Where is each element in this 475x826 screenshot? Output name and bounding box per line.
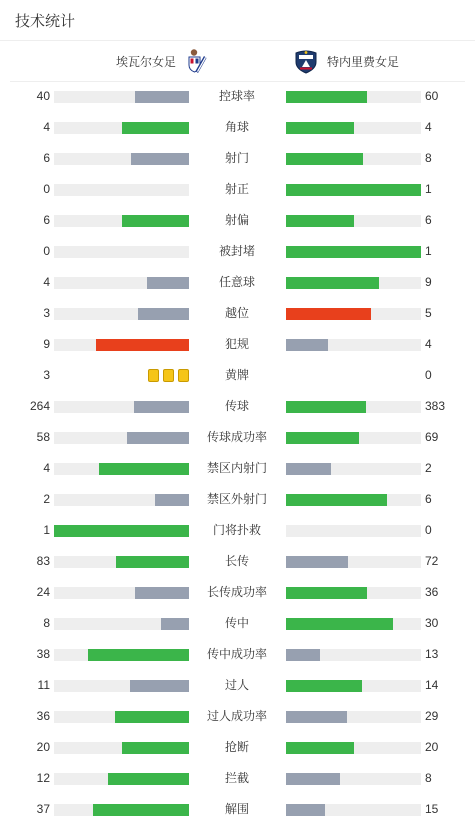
teams-header (10, 41, 465, 81)
home-bar-fill (116, 556, 189, 568)
home-bar-track (54, 463, 189, 475)
home-value: 264 (29, 399, 50, 413)
home-bar-track (54, 91, 189, 103)
home-value: 9 (43, 337, 50, 351)
yellow-card-icon (163, 369, 174, 382)
home-value: 2 (43, 492, 50, 506)
stat-row (0, 298, 475, 329)
away-bar-fill (286, 432, 359, 444)
away-value: 4 (425, 337, 432, 351)
home-bar-track (54, 587, 189, 599)
away-value: 29 (425, 709, 439, 723)
home-value: 38 (36, 647, 50, 661)
away-bar-fill (286, 277, 379, 289)
stat-row (0, 453, 475, 484)
away-value: 0 (425, 368, 432, 382)
away-value: 13 (425, 647, 439, 661)
stat-row (0, 143, 475, 174)
stat-row (0, 112, 475, 143)
stat-label: 抢断 (224, 740, 249, 754)
away-bar-track (286, 494, 421, 506)
away-bar-fill (286, 680, 362, 692)
away-bar-fill (286, 773, 340, 785)
away-value: 20 (425, 740, 439, 754)
home-bar-track (54, 525, 189, 537)
stat-label: 解围 (224, 802, 249, 816)
away-bar-track (286, 556, 421, 568)
home-bar-track (54, 153, 189, 165)
stat-label: 门将扑救 (212, 523, 261, 537)
home-bar-fill (96, 339, 189, 351)
home-bar-fill (138, 308, 189, 320)
away-bar-track (286, 587, 421, 599)
stat-label: 传中 (224, 616, 249, 630)
away-value: 5 (425, 306, 432, 320)
stat-label: 射门 (224, 151, 249, 165)
stat-row (0, 329, 475, 360)
home-bar-track (54, 277, 189, 289)
stat-label: 越位 (224, 306, 249, 320)
home-bar-track (54, 122, 189, 134)
stat-label: 禁区内射门 (206, 461, 267, 475)
away-bar-track (286, 184, 421, 196)
home-value: 0 (43, 182, 50, 196)
away-bar-track (286, 649, 421, 661)
home-team[interactable] (116, 48, 210, 74)
home-bar-fill (122, 122, 190, 134)
home-value: 37 (36, 802, 50, 816)
away-value: 15 (425, 802, 439, 816)
stat-row (0, 701, 475, 732)
stat-row (0, 515, 475, 546)
home-bar-track (54, 618, 189, 630)
home-value: 11 (37, 678, 50, 692)
page-title: 技术统计 (15, 13, 76, 30)
home-bar-track (54, 649, 189, 661)
stat-row (0, 732, 475, 763)
away-value: 72 (425, 554, 439, 568)
home-bar-track (54, 184, 189, 196)
away-value: 6 (425, 492, 432, 506)
away-bar-track (286, 742, 421, 754)
away-bar-track (286, 153, 421, 165)
away-bar-fill (286, 494, 387, 506)
away-bar-fill (286, 91, 367, 103)
stat-row (0, 546, 475, 577)
home-value: 4 (43, 275, 50, 289)
stat-row (0, 81, 475, 112)
home-bar-track (54, 804, 189, 816)
away-bar-track (286, 308, 421, 320)
stat-label: 拦截 (224, 771, 249, 785)
away-bar-fill (286, 339, 328, 351)
away-bar-track (286, 246, 421, 258)
stat-row (0, 174, 475, 205)
stat-label: 传中成功率 (206, 647, 267, 661)
away-value: 9 (425, 275, 432, 289)
away-bar-fill (286, 804, 325, 816)
stat-label: 犯规 (224, 337, 249, 351)
home-value: 6 (43, 151, 50, 165)
home-value: 3 (43, 368, 50, 382)
stat-row (0, 236, 475, 267)
home-bar-track (54, 742, 189, 754)
home-bar-track (54, 773, 189, 785)
away-value: 2 (425, 461, 432, 475)
stat-row (0, 267, 475, 298)
away-bar-fill (286, 246, 421, 258)
stat-label: 被封堵 (218, 244, 255, 258)
home-bar-fill (135, 91, 189, 103)
away-bar-track (286, 463, 421, 475)
away-value: 8 (425, 771, 432, 785)
stat-row (0, 391, 475, 422)
home-bar-fill (134, 401, 189, 413)
away-value: 0 (425, 523, 432, 537)
away-bar-track (286, 711, 421, 723)
away-value: 60 (425, 89, 439, 103)
away-value: 8 (425, 151, 432, 165)
away-bar-fill (286, 215, 354, 227)
yellow-card-icon (178, 369, 189, 382)
away-bar-track (286, 804, 421, 816)
home-bar-track (54, 556, 189, 568)
away-value: 36 (425, 585, 439, 599)
stats-list (0, 81, 475, 825)
stat-label: 过人 (224, 678, 249, 692)
home-team-name: 埃瓦尔女足 (115, 54, 176, 69)
away-value: 69 (425, 430, 439, 444)
away-value: 6 (425, 213, 432, 227)
stat-row (0, 670, 475, 701)
stat-row (0, 639, 475, 670)
home-value: 3 (43, 306, 50, 320)
away-bar-fill (286, 153, 363, 165)
stat-label: 禁区外射门 (206, 492, 267, 506)
home-bar-fill (122, 742, 190, 754)
home-value: 4 (43, 120, 50, 134)
home-value: 4 (43, 461, 50, 475)
away-bar-fill (286, 742, 354, 754)
stat-row (0, 484, 475, 515)
home-bar-track (54, 215, 189, 227)
away-bar-fill (286, 587, 367, 599)
home-value: 36 (36, 709, 50, 723)
away-value: 1 (425, 244, 432, 258)
away-bar-fill (286, 711, 347, 723)
away-value: 30 (425, 616, 439, 630)
home-bar-fill (161, 618, 189, 630)
stat-row (0, 608, 475, 639)
away-bar-track (286, 339, 421, 351)
away-team-name: 特内里费女足 (327, 54, 400, 69)
stat-row (0, 422, 475, 453)
home-bar-track (54, 432, 189, 444)
home-bar-fill (155, 494, 189, 506)
home-value: 83 (36, 554, 50, 568)
away-bar-fill (286, 463, 331, 475)
home-bar-fill (135, 587, 189, 599)
home-bar-fill (127, 432, 189, 444)
stat-label: 射正 (224, 182, 249, 196)
away-bar-track (286, 680, 421, 692)
home-bar-fill (115, 711, 189, 723)
stat-label: 控球率 (218, 89, 255, 103)
stat-label: 长传 (224, 554, 249, 568)
away-bar-fill (286, 618, 393, 630)
stat-label: 传球成功率 (206, 430, 267, 444)
stat-row (0, 794, 475, 825)
home-value: 58 (36, 430, 50, 444)
home-bar-track (54, 494, 189, 506)
home-bar-track (54, 339, 189, 351)
away-value: 1 (425, 182, 432, 196)
home-value: 0 (43, 244, 50, 258)
stat-row (0, 763, 475, 794)
stat-label: 黄牌 (224, 368, 249, 382)
away-bar-track (286, 277, 421, 289)
away-bar-fill (286, 184, 421, 196)
home-bar-track (54, 308, 189, 320)
away-bar-fill (286, 122, 354, 134)
away-value: 383 (425, 399, 446, 413)
home-value: 6 (43, 213, 50, 227)
home-bar-track (54, 246, 189, 258)
home-bar-fill (108, 773, 189, 785)
stat-row (0, 577, 475, 608)
home-value: 12 (36, 771, 50, 785)
home-bar-track (54, 680, 189, 692)
stat-label: 射偏 (224, 213, 249, 227)
stat-label: 长传成功率 (206, 585, 267, 599)
yellow-card-icon (148, 369, 159, 382)
stat-label: 角球 (224, 120, 249, 134)
away-bar-track (286, 525, 421, 537)
away-bar-fill (286, 649, 320, 661)
away-bar-fill (286, 556, 348, 568)
stat-label: 任意球 (218, 275, 255, 289)
away-value: 4 (425, 120, 432, 134)
home-bar-fill (130, 680, 189, 692)
home-value: 20 (36, 740, 50, 754)
tenerife-crest-icon (293, 48, 319, 74)
away-bar-fill (286, 308, 371, 320)
home-bar-fill (122, 215, 190, 227)
home-bar-fill (147, 277, 189, 289)
home-bar-fill (54, 525, 189, 537)
away-bar-track (286, 773, 421, 785)
away-bar-track (286, 215, 421, 227)
home-bar-fill (93, 804, 189, 816)
stat-label: 传球 (224, 399, 249, 413)
away-bar-track (286, 401, 421, 413)
away-team[interactable] (293, 48, 399, 74)
stat-label: 过人成功率 (206, 709, 267, 723)
away-bar-track (286, 432, 421, 444)
home-value: 1 (43, 523, 50, 537)
home-value: 8 (43, 616, 50, 630)
away-bar-fill (286, 401, 366, 413)
yellow-cards (148, 369, 189, 382)
home-bar-fill (88, 649, 189, 661)
stat-row (0, 360, 475, 391)
away-bar-track (286, 618, 421, 630)
away-value: 14 (425, 678, 439, 692)
home-value: 24 (36, 585, 50, 599)
home-bar-fill (131, 153, 189, 165)
home-bar-fill (99, 463, 189, 475)
away-bar-track (286, 91, 421, 103)
home-bar-track (54, 711, 189, 723)
home-bar-track (54, 401, 189, 413)
away-bar-track (286, 122, 421, 134)
eibar-crest-icon (184, 48, 210, 74)
stat-row (0, 205, 475, 236)
home-value: 40 (36, 89, 50, 103)
